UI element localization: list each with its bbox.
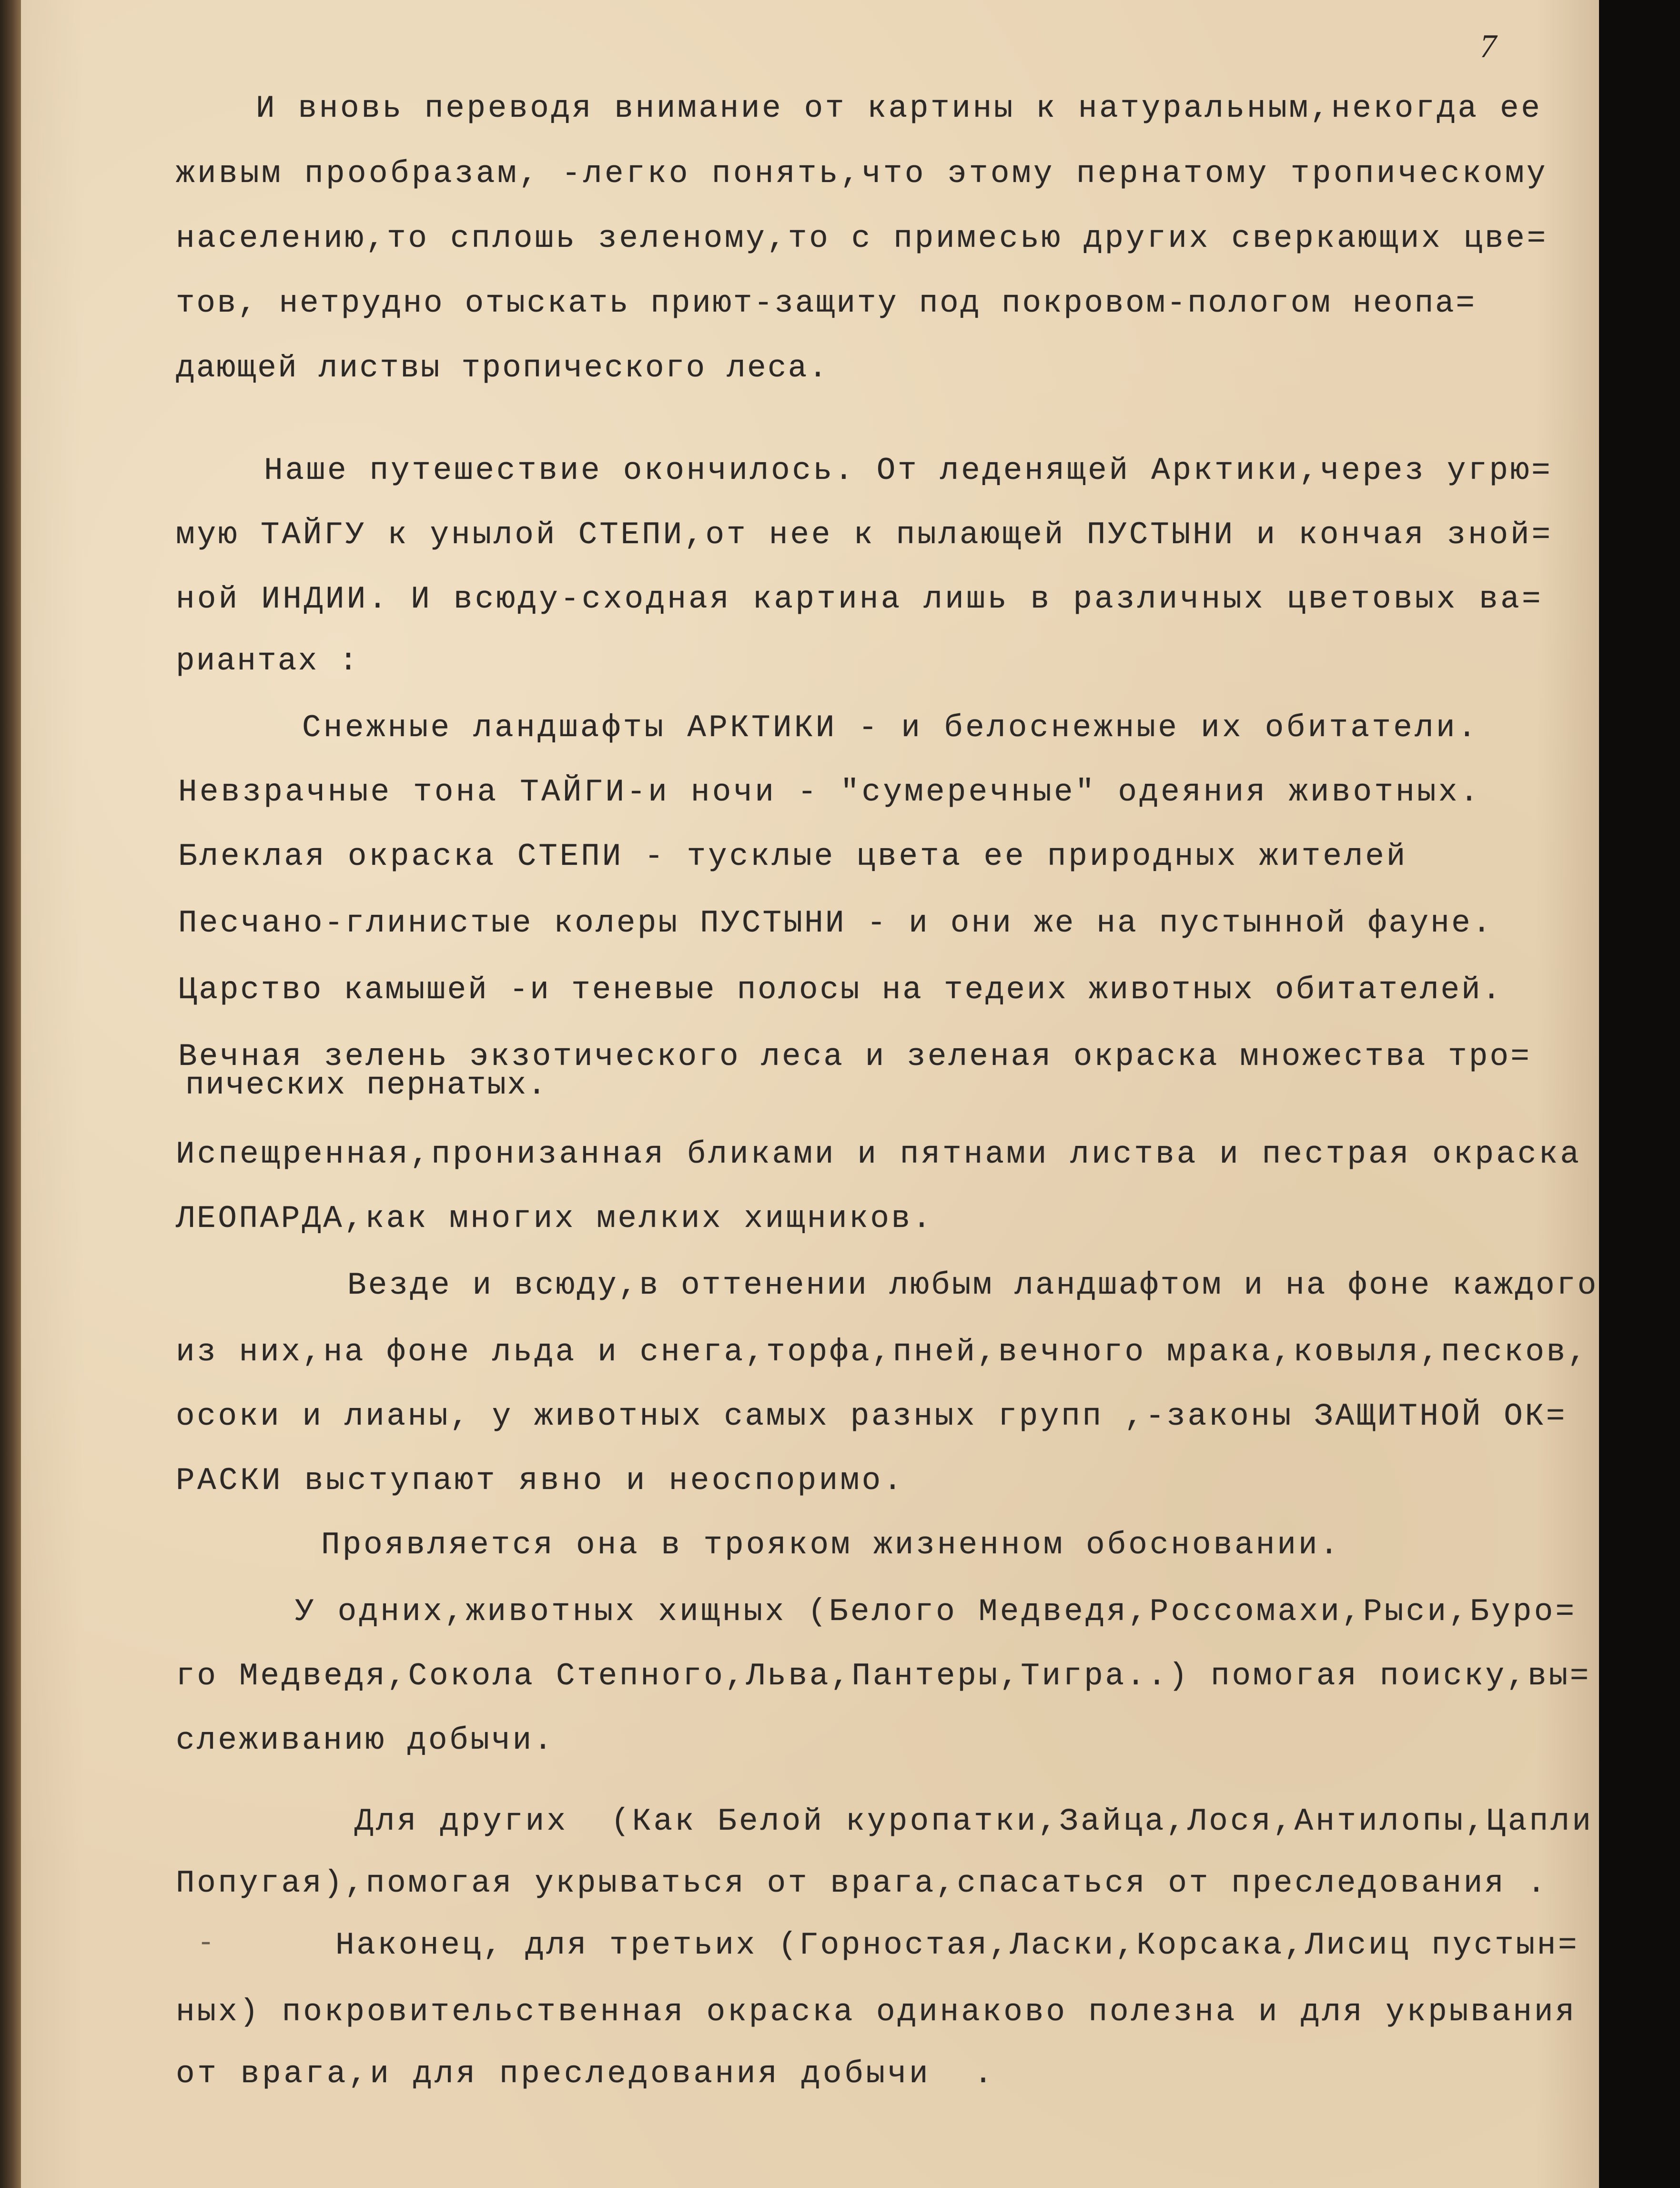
text-line: Проявляется она в трояком жизненном обосновании.	[321, 1527, 1341, 1563]
text-line: мую ТАЙГУ к унылой СТЕПИ,от нее к пылающей ПУСТЫНИ и кончая зной=	[176, 517, 1553, 553]
text-line: осоки и лианы, у животных самых разных групп ,-законы ЗАЩИТНОЙ ОК=	[176, 1398, 1568, 1434]
text-line: слеживанию добычи.	[176, 1722, 555, 1758]
text-line: Невзрачные тона ТАЙГИ-и ночи - "сумеречные" одеяния животных.	[178, 774, 1481, 810]
text-line: ных) покровительственная окраска одинаково полезна и для укрывания	[176, 1994, 1577, 2030]
binding-edge	[0, 0, 21, 2188]
text-line: Наше путешествие окончилось. От леденящей Арктики,через угрю=	[264, 453, 1553, 488]
text-line: Для других (Как Белой куропатки,Зайца,Лося,Антилопы,Цапли	[354, 1803, 1594, 1839]
text-line: Попугая),помогая укрываться от врага,спасаться от преследования .	[176, 1865, 1548, 1901]
text-line: Вечная зелень экзотического леса и зеленая окраска множества тро=	[178, 1039, 1531, 1074]
page-number: 7	[1480, 28, 1497, 65]
text-line: риантах :	[176, 643, 359, 679]
text-line: тов, нетрудно отыскать приют-защиту под покровом-пологом неопа=	[176, 285, 1477, 321]
text-line: Царство камышей -и теневые полосы на тедеих животных обитателей.	[178, 972, 1503, 1008]
text-line: дающей листвы тропического леса.	[176, 350, 829, 386]
text-line: ной ИНДИИ. И всюду-сходная картина лишь в различных цветовых ва=	[176, 581, 1543, 617]
margin-mark: -	[197, 1927, 215, 1960]
text-line: от врага,и для преследования добычи .	[176, 2056, 996, 2092]
text-line: Песчано-глинистые колеры ПУСТЫНИ - и они же на пустынной фауне.	[178, 905, 1493, 941]
text-line: У одних,животных хищных (Белого Медведя,Россомахи,Рыси,Буро=	[295, 1594, 1577, 1630]
text-line: И вновь переводя внимание от картины к натуральным,некогда ее	[256, 91, 1542, 126]
text-line: живым прообразам, -легко понять,что этому пернатому тропическому	[176, 156, 1548, 192]
text-line: Везде и всюду,в оттенении любым ландшафтом и на фоне каждого	[347, 1267, 1599, 1303]
text-line: из них,на фоне льда и снега,торфа,пней,вечного мрака,ковыля,песков,	[176, 1334, 1589, 1370]
text-line: ЛЕОПАРДА,как многих мелких хищников.	[176, 1201, 933, 1236]
document-page	[21, 0, 1599, 2188]
text-line: населению,то сплошь зеленому,то с примесью других сверкающих цве=	[176, 221, 1548, 256]
text-line: го Медведя,Сокола Степного,Льва,Пантеры,Тигра..) помогая поиску,вы=	[176, 1658, 1591, 1694]
text-line: Наконец, для третьих (Горностая,Ласки,Корсака,Лисиц пустын=	[335, 1927, 1579, 1963]
text-line: пических пернатых.	[185, 1067, 547, 1103]
text-line: РАСКИ выступают явно и неоспоримо.	[176, 1463, 905, 1499]
text-line: Снежные ландшафты АРКТИКИ - и белоснежные их обитатели.	[302, 710, 1479, 746]
text-line: Блеклая окраска СТЕПИ - тусклые цвета ее природных жителей	[178, 839, 1408, 874]
text-line: Испещренная,пронизанная бликами и пятнами листва и пестрая окраска	[176, 1136, 1582, 1172]
